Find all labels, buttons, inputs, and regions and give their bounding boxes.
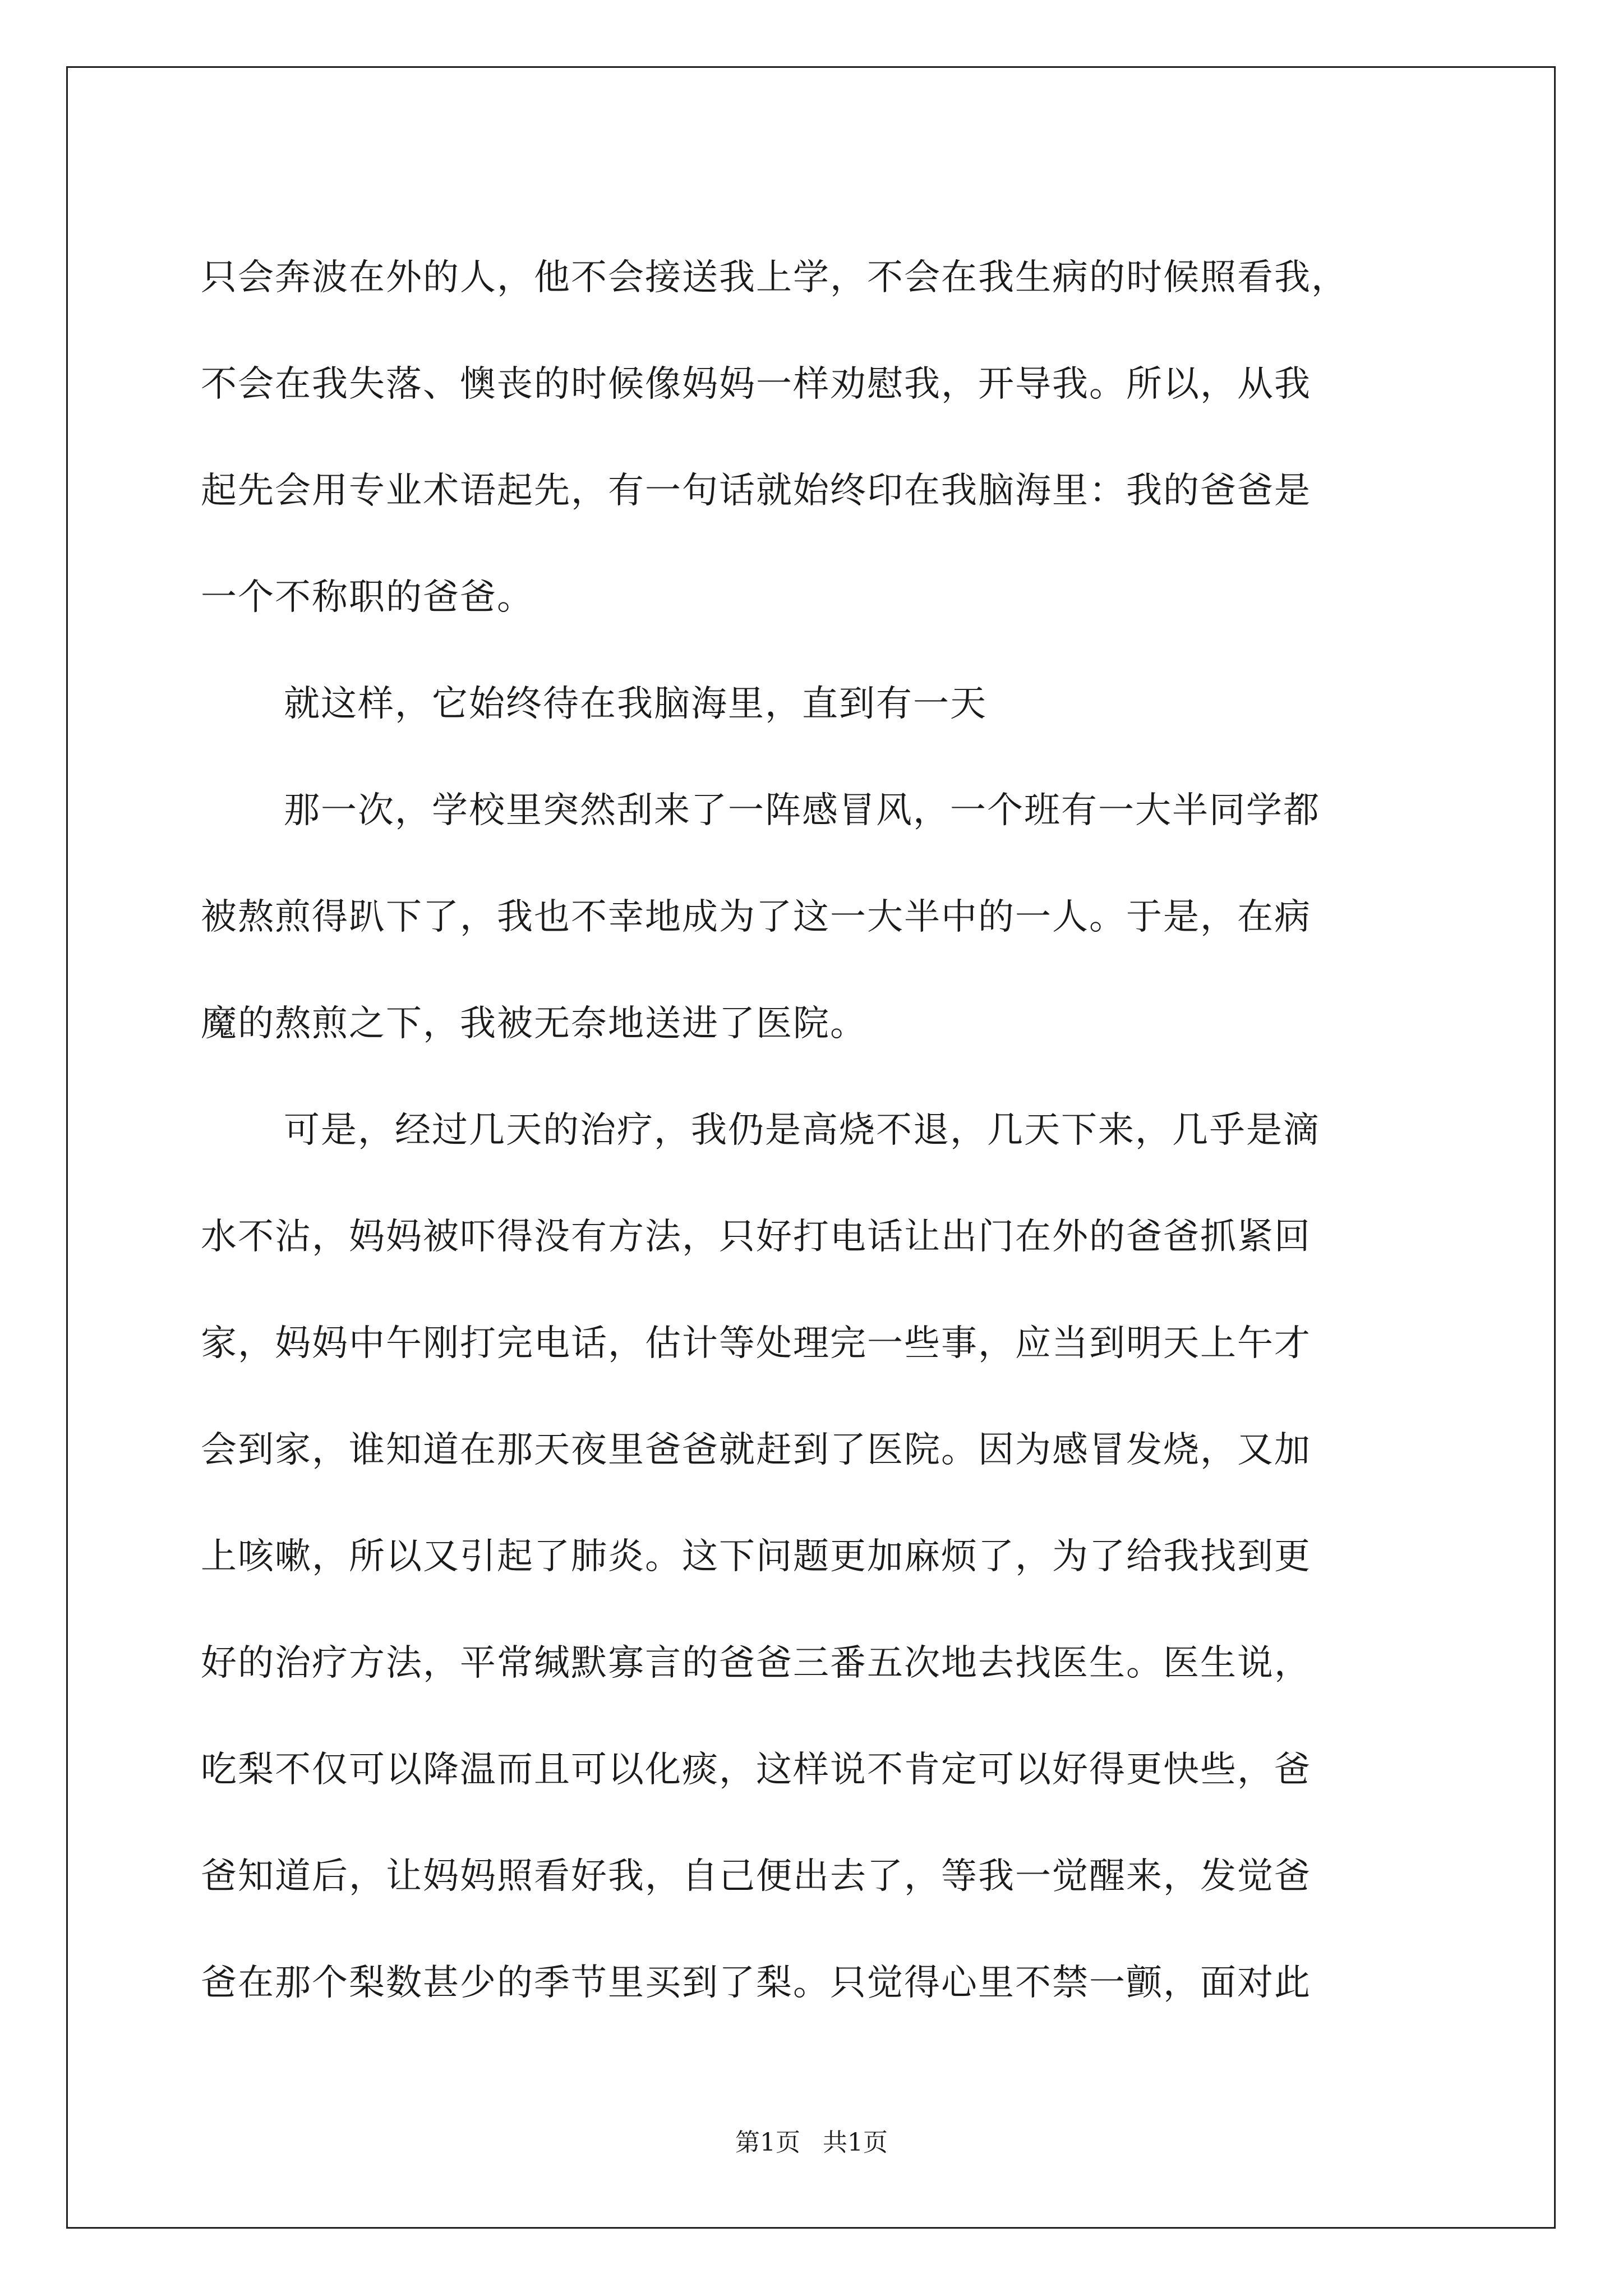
text-line-indented: 可是，经过几天的治疗，我仍是高烧不退，几天下来，几乎是滴	[284, 1110, 1320, 1151]
text-line: 起先会用专业术语起先，有一句话就始终印在我脑海里：我的爸爸是	[201, 470, 1311, 512]
text-line: 只会奔波在外的人，他不会接送我上学，不会在我生病的时候照看我，	[201, 257, 1348, 298]
text-line: 不会在我失落、懊丧的时候像妈妈一样劝慰我，开导我。所以，从我	[201, 364, 1311, 405]
page-number: 第1页	[735, 2128, 800, 2157]
text-line: 爸在那个梨数甚少的季节里买到了梨。只觉得心里不禁一颤，面对此	[201, 1962, 1311, 2004]
text-line: 爸知道后，让妈妈照看好我，自己便出去了，等我一觉醒来，发觉爸	[201, 1856, 1311, 1897]
text-line: 一个不称职的爸爸。	[201, 577, 534, 618]
text-line-indented: 就这样，它始终待在我脑海里，直到有一天	[284, 683, 987, 725]
text-line: 上咳嗽，所以又引起了肺炎。这下问题更加麻烦了，为了给我找到更	[201, 1536, 1311, 1577]
text-line: 吃梨不仅可以降温而且可以化痰，这样说不肯定可以好得更快些，爸	[201, 1749, 1311, 1791]
text-line-indented: 那一次，学校里突然刮来了一阵感冒风，一个班有一大半同学都	[284, 790, 1320, 831]
text-line: 被熬煎得趴下了，我也不幸地成为了这一大半中的一人。于是，在病	[201, 896, 1311, 938]
text-line: 魔的熬煎之下，我被无奈地送进了医院。	[201, 1003, 867, 1045]
text-line: 会到家，谁知道在那天夜里爸爸就赶到了医院。因为感冒发烧，又加	[201, 1429, 1311, 1471]
text-line: 家，妈妈中午刚打完电话，估计等处理完一些事，应当到明天上午才	[201, 1323, 1311, 1364]
text-line: 水不沾，妈妈被吓得没有方法，只好打电话让出门在外的爸爸抓紧回	[201, 1216, 1311, 1258]
page-footer	[0, 2126, 1623, 2160]
page-total: 共1页	[823, 2128, 888, 2157]
document-body	[201, 224, 1435, 2036]
text-line: 好的治疗方法，平常缄默寡言的爸爸三番五次地去找医生。医生说，	[201, 1642, 1311, 1684]
